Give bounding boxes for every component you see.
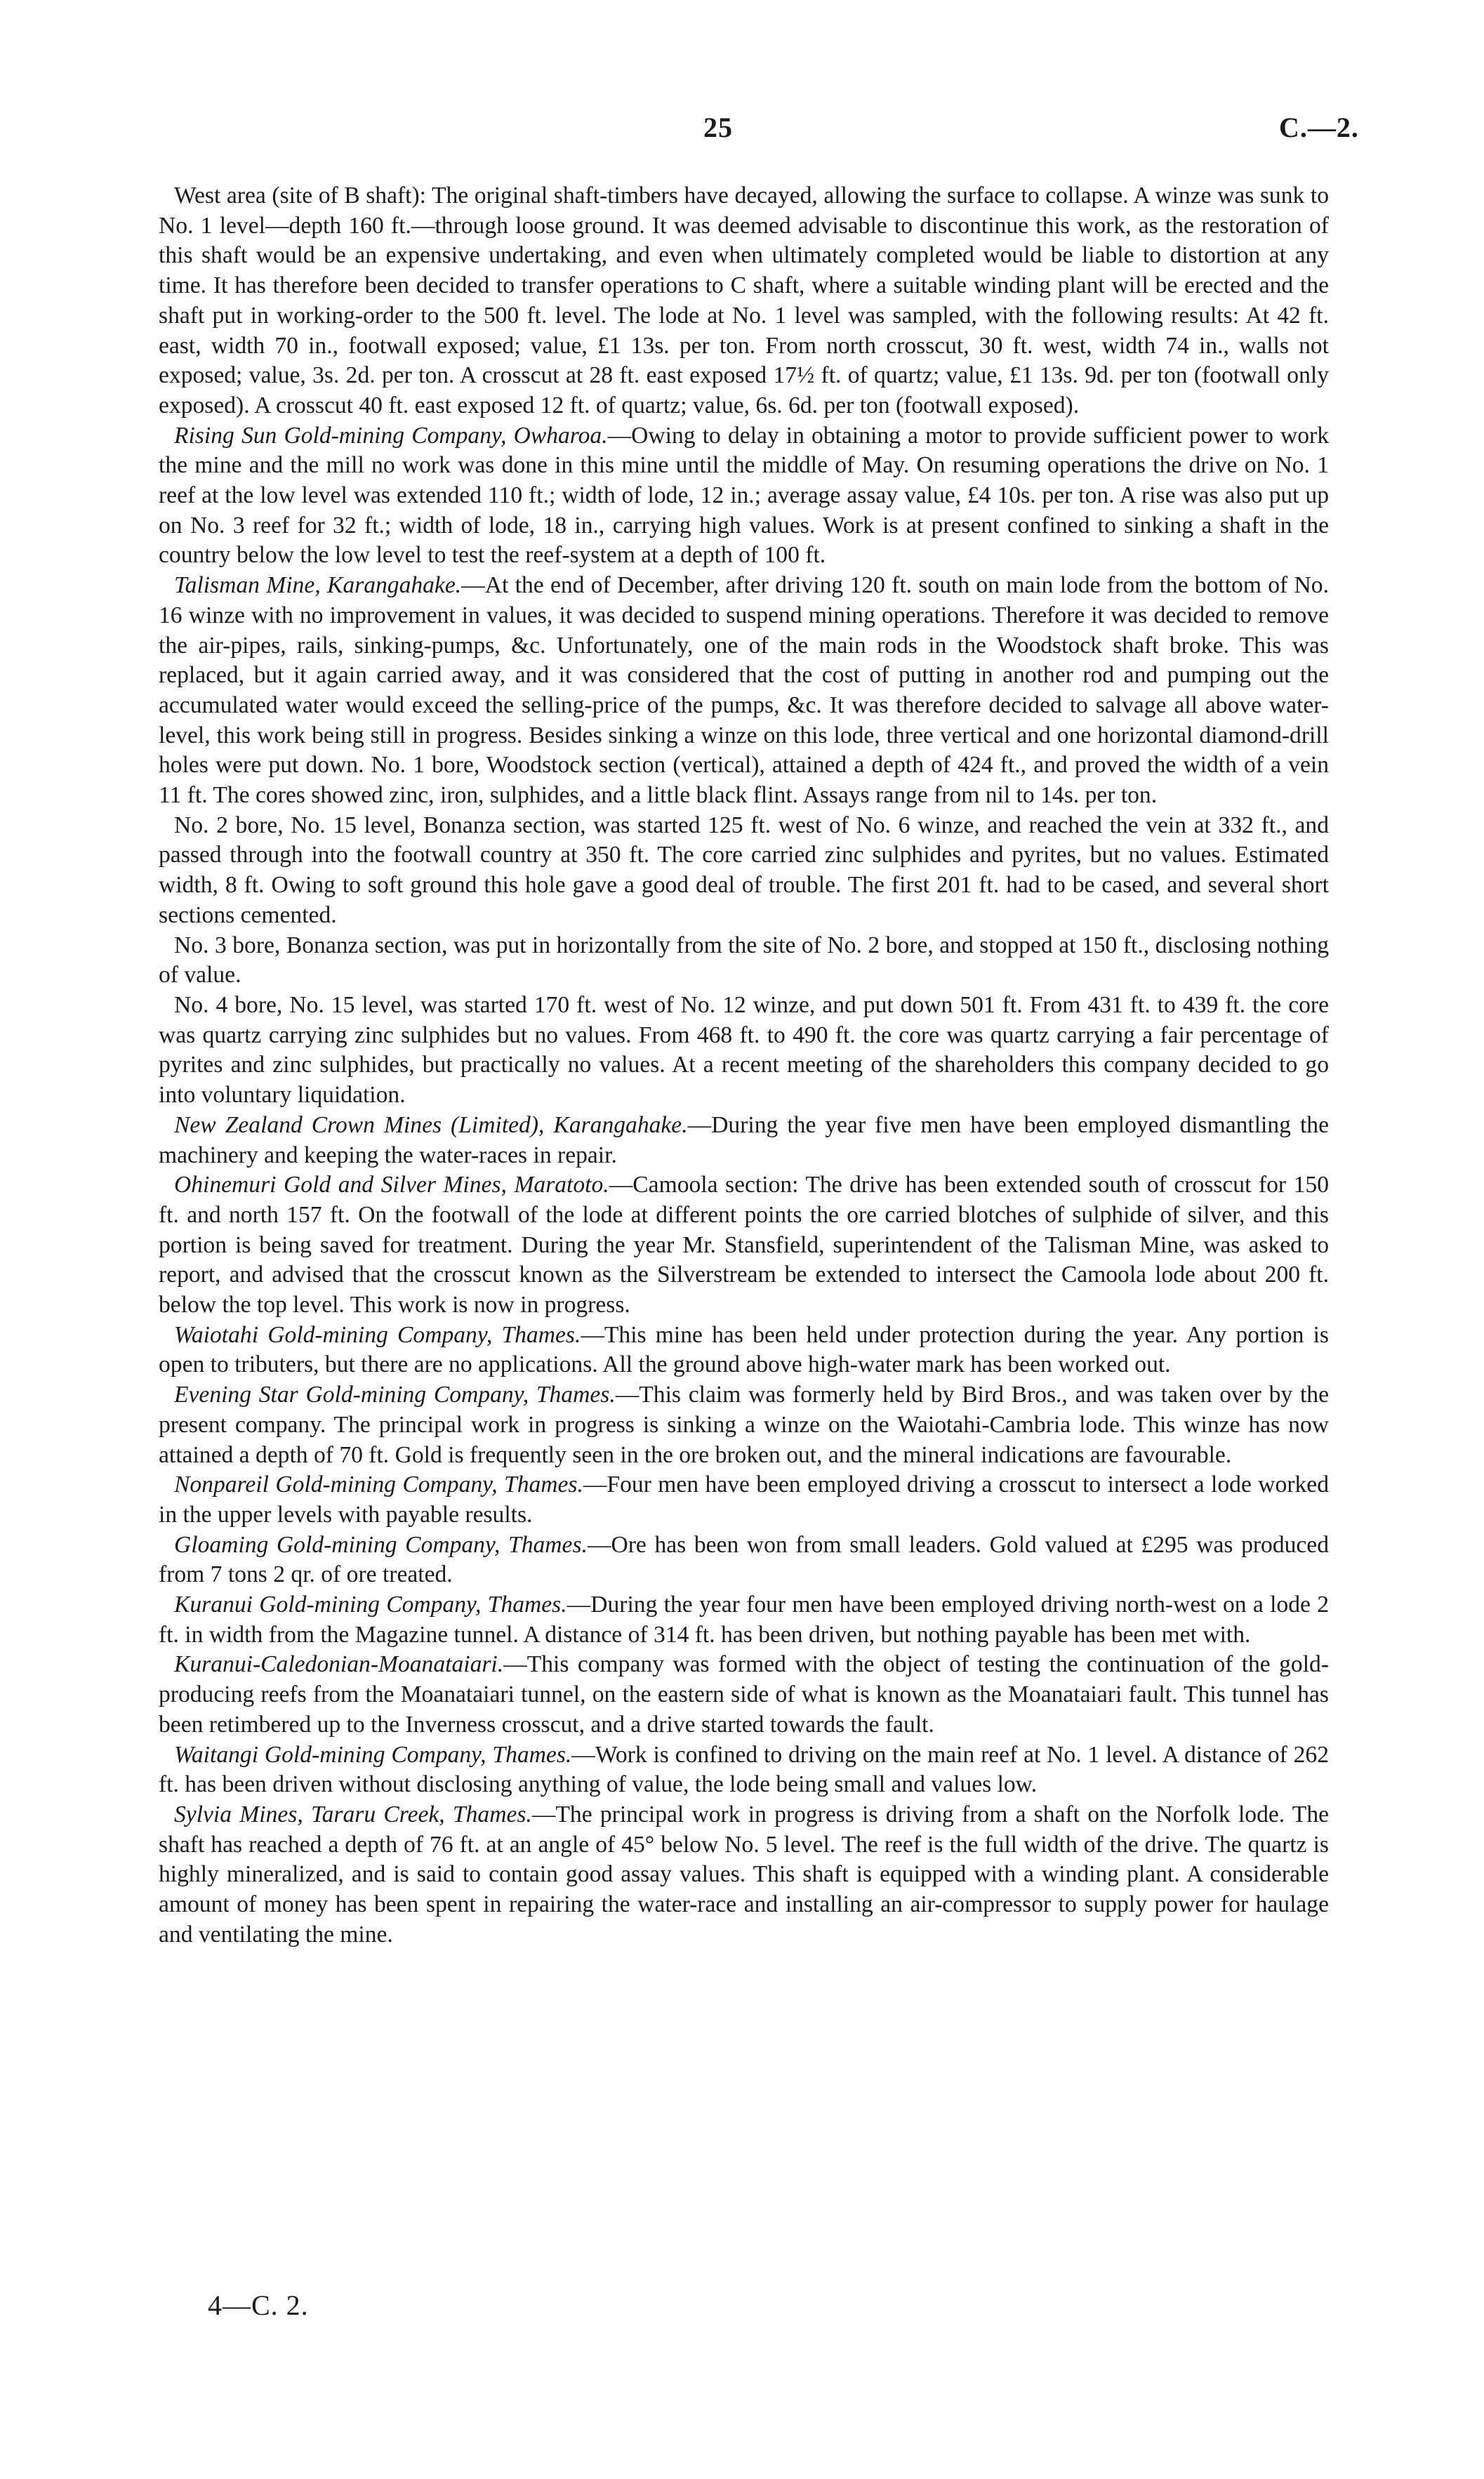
paragraph-nz-crown-mines <box>159 1111 1329 1170</box>
paragraph-evening-star <box>159 1380 1329 1470</box>
signature-reference: 4—C. 2. <box>208 2289 309 2321</box>
paragraph-kuranui-caledonian <box>159 1650 1329 1740</box>
paragraph-text: —At the end of December, after driving 120 ft. south on main lode from the bottom of No. 16 winze with no improvement in values, it was decided to suspend mining operations. Therefore it was decided to remove the air-pipes, rails, sinking-pumps, &c. Unfortunately, one of the main rods in the Woodstock shaft broke. This was replaced, but it again carried away, and it was considered that the cost of putting in another rod and pumping out the accumulated water would exceed the selling-price of the pumps, &c. It was therefore decided to salvage all above water-level, this work being still in progress. Besides sinking a winze on this lode, three vertical and one horizontal diamond-drill holes were put down. No. 1 bore, Woodstock section (vertical), attained a depth of 424 ft., and proved the width of a vein 11 ft. The cores showed zinc, iron, sulphides, and a little black flint. Assays range from nil to 14s. per ton. <box>159 572 1329 809</box>
paragraph-text: —This mine has been held under protection during the year. Any portion is open to tributers, but there are no applications. All the ground above high-water mark has been worked out. <box>159 1321 1329 1378</box>
page-header <box>0 111 1484 153</box>
paragraph-heading: Talisman Mine, Karangahake. <box>174 572 462 599</box>
paragraph-rising-sun <box>159 421 1329 571</box>
paragraph-text: —Camoola section: The drive has been extended south of crosscut for 150 ft. and north 157 ft. On the footwall of the lode at different points the ore carried blotches of sulphide of silver, and this portion is being saved for treatment. During the year Mr. Stansfield, superintendent of the Talisman Mine, was asked to report, and advised that the crosscut known as the Silverstream be extended to intersect the Camoola lode about 200 ft. below the top level. This work is now in progress. <box>159 1172 1329 1318</box>
document-reference: C.—2. <box>1279 112 1359 143</box>
paragraph-heading: Gloaming Gold-mining Company, Thames. <box>174 1531 588 1558</box>
paragraph-text: No. 4 bore, No. 15 level, was started 170 ft. west of No. 12 winze, and put down 501 ft. From 431 ft. to 439 ft. the core was quartz carrying zinc sulphides but no values. From 468 ft. to 490 ft. the core was quartz carrying a fair percentage of pyrites and zinc sulphides, but practically no values. At a recent meeting of the shareholders this company decided to go into voluntary liquidation. <box>159 991 1329 1109</box>
paragraph-heading: Kuranui Gold-mining Company, Thames. <box>174 1592 567 1618</box>
paragraph-heading: Nonpareil Gold-mining Company, Thames. <box>174 1472 583 1498</box>
paragraph-bore-3 <box>159 931 1329 991</box>
paragraph-text: —Four men have been employed driving a crosscut to intersect a lode worked in the upper levels with payable results. <box>159 1472 1329 1528</box>
paragraph-talisman <box>159 571 1329 811</box>
paragraph-heading: New Zealand Crown Mines (Limited), Karangahake. <box>174 1111 688 1138</box>
paragraph-text: No. 3 bore, Bonanza section, was put in horizontally from the site of No. 2 bore, and stopped at 150 ft., disclosing nothing of value. <box>159 932 1329 989</box>
paragraph-text: —During the year four men have been employed driving north-west on a lode 2 ft. in width from the Magazine tunnel. A distance of 314 ft. has been driven, but nothing payable has been met with. <box>159 1592 1329 1648</box>
paragraph-gloaming <box>159 1531 1329 1590</box>
paragraph-text: No. 2 bore, No. 15 level, Bonanza section, was started 125 ft. west of No. 6 winze, and reached the vein at 332 ft., and passed through into the footwall country at 350 ft. The core carried zinc sulphides and pyrites, but no values. Estimated width, 8 ft. Owing to soft ground this hole gave a good deal of trouble. The first 201 ft. had to be cased, and several short sections cemented. <box>159 812 1329 928</box>
paragraph-text: —During the year five men have been employed dismantling the machinery and keeping the water-races in repair. <box>159 1111 1329 1168</box>
paragraph-text: —Work is confined to driving on the main reef at No. 1 level. A distance of 262 ft. has been driven without disclosing anything of value, the lode being small and values low. <box>159 1741 1330 1798</box>
paragraph-waitangi <box>159 1740 1329 1800</box>
paragraph-bore-4 <box>159 991 1329 1111</box>
paragraph-heading: Waiotahi Gold-mining Company, Thames. <box>174 1321 581 1348</box>
paragraph-kuranui <box>159 1590 1329 1650</box>
paragraph-sylvia <box>159 1800 1329 1950</box>
paragraph-heading: Ohinemuri Gold and Silver Mines, Maratoto. <box>174 1172 609 1198</box>
paragraph-text: —Owing to delay in obtaining a motor to provide sufficient power to work the mine and the mill no work was done in this mine until the middle of May. On resuming operations the drive on No. 1 reef at the low level was extended 110 ft.; width of lode, 12 in.; average assay value, £4 10s. per ton. A rise was also put up on No. 3 reef for 32 ft.; width of lode, 18 in., carrying high values. Work is at present confined to sinking a shaft in the country below the low level to test the reef-system at a depth of 100 ft. <box>159 422 1329 569</box>
paragraph-text: —This company was formed with the object of testing the continuation of the gold-producing reefs from the Moanataiari tunnel, on the eastern side of what is known as the Moanataiari fault. This tunnel has been retimbered up to the Inverness crosscut, and a drive started towards the fault. <box>159 1651 1329 1738</box>
paragraph-heading: Evening Star Gold-mining Company, Thames. <box>174 1382 616 1408</box>
page-number: 25 <box>703 112 733 143</box>
paragraph-heading: Sylvia Mines, Tararu Creek, Thames. <box>174 1801 532 1827</box>
paragraph-west-area <box>159 181 1329 421</box>
paragraph-heading: Waitangi Gold-mining Company, Thames. <box>174 1741 572 1768</box>
report-body <box>159 181 1329 1950</box>
paragraph-heading: Rising Sun Gold-mining Company, Owharoa. <box>174 422 608 449</box>
paragraph-bore-2 <box>159 811 1329 931</box>
paragraph-text: West area (site of B shaft): The original shaft-timbers have decayed, allowing the surface to collapse. A winze was sunk to No. 1 level—depth 160 ft.—through loose ground. It was deemed advisable to discontinue this work, as the restoration of this shaft would be an expensive undertaking, and even when ultimately completed would be liable to distortion at any time. It has therefore been decided to transfer operations to C shaft, where a suitable winding plant will be erected and the shaft put in working-order to the 500 ft. level. The lode at No. 1 level was sampled, with the following results: At 42 ft. east, width 70 in., footwall exposed; value, £1 13s. per ton. From north crosscut, 30 ft. west, width 74 in., walls not exposed; value, 3s. 2d. per ton. A crosscut at 28 ft. east exposed 17½ ft. of quartz; value, £1 13s. 9d. per ton (footwall only exposed). A crosscut 40 ft. east exposed 12 ft. of quartz; value, 6s. 6d. per ton (footwall exposed). <box>159 183 1329 418</box>
paragraph-nonpareil <box>159 1470 1329 1530</box>
paragraph-text: —The principal work in progress is driving from a shaft on the Norfolk lode. The shaft has reached a depth of 76 ft. at an angle of 45° below No. 5 level. The reef is the full width of the drive. The quartz is highly mineralized, and is said to contain good assay values. This shaft is equipped with a winding plant. A considerable amount of money has been spent in repairing the water-race and installing an air-compressor to supply power for haulage and ventilating the mine. <box>159 1801 1330 1948</box>
paragraph-heading: Kuranui-Caledonian-Moanataiari. <box>174 1651 504 1678</box>
paragraph-ohinemuri <box>159 1170 1329 1321</box>
paragraph-text: —This claim was formerly held by Bird Bros., and was taken over by the present company. The principal work in progress is sinking a winze on the Waiotahi-Cambria lode. This winze has now attained a depth of 70 ft. Gold is frequently seen in the ore broken out, and the mineral indications are favourable. <box>159 1382 1329 1468</box>
paragraph-waiotahi <box>159 1321 1329 1380</box>
paragraph-text: —Ore has been won from small leaders. Gold valued at £295 was produced from 7 tons 2 qr. of ore treated. <box>159 1531 1329 1588</box>
